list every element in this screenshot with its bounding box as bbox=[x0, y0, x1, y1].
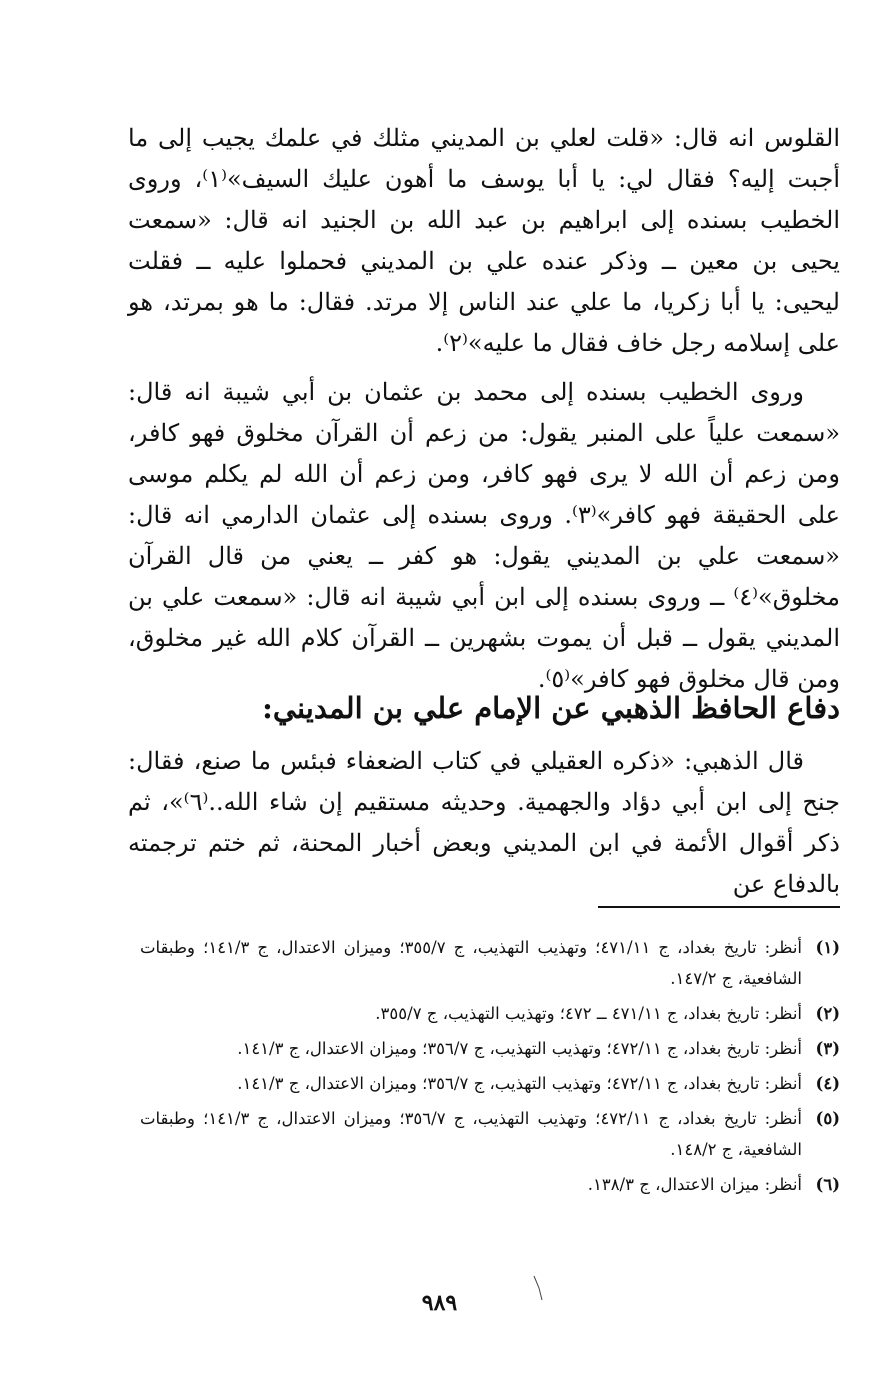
footnote-6 bbox=[140, 1169, 840, 1200]
footnote-number: (٢) bbox=[815, 1004, 840, 1023]
footnote-number: (٥) bbox=[815, 1109, 840, 1128]
footnotes-list bbox=[140, 932, 840, 1204]
section-heading: دفاع الحافظ الذهبي عن الإمام علي بن المديني: bbox=[262, 691, 840, 725]
body-paragraph-2: وروى الخطيب بسنده إلى محمد بن عثمان بن أبي شيبة انه قال: «سمعت علياً على المنبر يقول: من زعم أن القرآن مخلوق فهو كافر، ومن زعم أن الله لا يرى فهو كافر، ومن زعم أن الله لم يكلم موسى على الحقيقة فهو كافر»⁽٣⁾. وروى بسنده إلى عثمان الدارمي انه قال: «سمعت علي بن المديني يقول: هو كفر ــ يعني من قال القرآن مخلوق»⁽٤⁾ ــ وروى بسنده إلى ابن أبي شيبة انه قال: «سمعت علي بن المديني يقول ــ قبل أن يموت بشهرين ــ القرآن كلام الله غير مخلوق، ومن قال مخلوق فهو كافر»⁽٥⁾. bbox=[128, 378, 841, 693]
footnote-3 bbox=[140, 1033, 840, 1064]
footnote-text: أنظر: ميزان الاعتدال، ج ١٣٨/٣. bbox=[587, 1175, 802, 1194]
footnote-1 bbox=[140, 932, 840, 994]
footnote-text: أنظر: تاريخ بغداد، ج ٤٧١/١١؛ وتهذيب التهذيب، ج ٣٥٥/٧؛ وميزان الاعتدال، ج ١٤١/٣؛ وطبقات الشافعية، ج ١٤٧/٢. bbox=[140, 938, 802, 988]
footnote-text: أنظر: تاريخ بغداد، ج ٤٧٢/١١؛ وتهذيب التهذيب، ج ٣٥٦/٧؛ وميزان الاعتدال، ج ١٤١/٣. bbox=[237, 1039, 802, 1058]
footnote-number: (٣) bbox=[815, 1039, 840, 1058]
footnote-2 bbox=[140, 998, 840, 1029]
footnote-divider bbox=[598, 906, 840, 908]
main-text-block bbox=[128, 118, 840, 700]
section-paragraph-text: قال الذهبي: «ذكره العقيلي في كتاب الضعفاء فبئس ما صنع، فقال: جنح إلى ابن أبي دؤاد والجهمية. وحديثه مستقيم إن شاء الله..⁽٦⁾»، ثم ذكر أقوال الأئمة في ابن المديني وبعض أخبار المحنة، ثم ختم ترجمته بالدفاع عن bbox=[128, 747, 840, 898]
footnote-number: (٤) bbox=[815, 1074, 840, 1093]
section-paragraph bbox=[128, 741, 840, 905]
footnote-text: أنظر: تاريخ بغداد، ج ٤٧١/١١ ــ ٤٧٢؛ وتهذيب التهذيب، ج ٣٥٥/٧. bbox=[375, 1004, 802, 1023]
footnote-4 bbox=[140, 1068, 840, 1099]
footnote-text: أنظر: تاريخ بغداد، ج ٤٧٢/١١؛ وتهذيب التهذيب، ج ٣٥٦/٧؛ وميزان الاعتدال، ج ١٤١/٣؛ وطبقات الشافعية، ج ١٤٨/٢. bbox=[140, 1109, 802, 1159]
footnote-text: أنظر: تاريخ بغداد، ج ٤٧٢/١١؛ وتهذيب التهذيب، ج ٣٥٦/٧؛ وميزان الاعتدال، ج ١٤١/٣. bbox=[237, 1074, 802, 1093]
body-paragraph-1: القلوس انه قال: «قلت لعلي بن المديني مثلك في علمك يجيب إلى ما أجبت إليه؟ فقال لي: يا أبا يوسف ما أهون عليك السيف»⁽١⁾، وروى الخطيب بسنده إلى ابراهيم بن عبد الله بن الجنيد انه قال: «سمعت يحيى بن معين ــ وذكر عنده علي بن المديني فحملوا عليه ــ فقلت ليحيى: يا أبا زكريا، ما علي عند الناس إلا مرتد. فقال: ما هو بمرتد، هو على إسلامه رجل خاف فقال ما عليه»⁽٢⁾. bbox=[128, 124, 840, 357]
footnote-number: (٦) bbox=[815, 1175, 840, 1194]
footnote-number: (١) bbox=[815, 938, 840, 957]
page-number: ٩٨٩ bbox=[421, 1290, 458, 1316]
footnote-5 bbox=[140, 1103, 840, 1165]
